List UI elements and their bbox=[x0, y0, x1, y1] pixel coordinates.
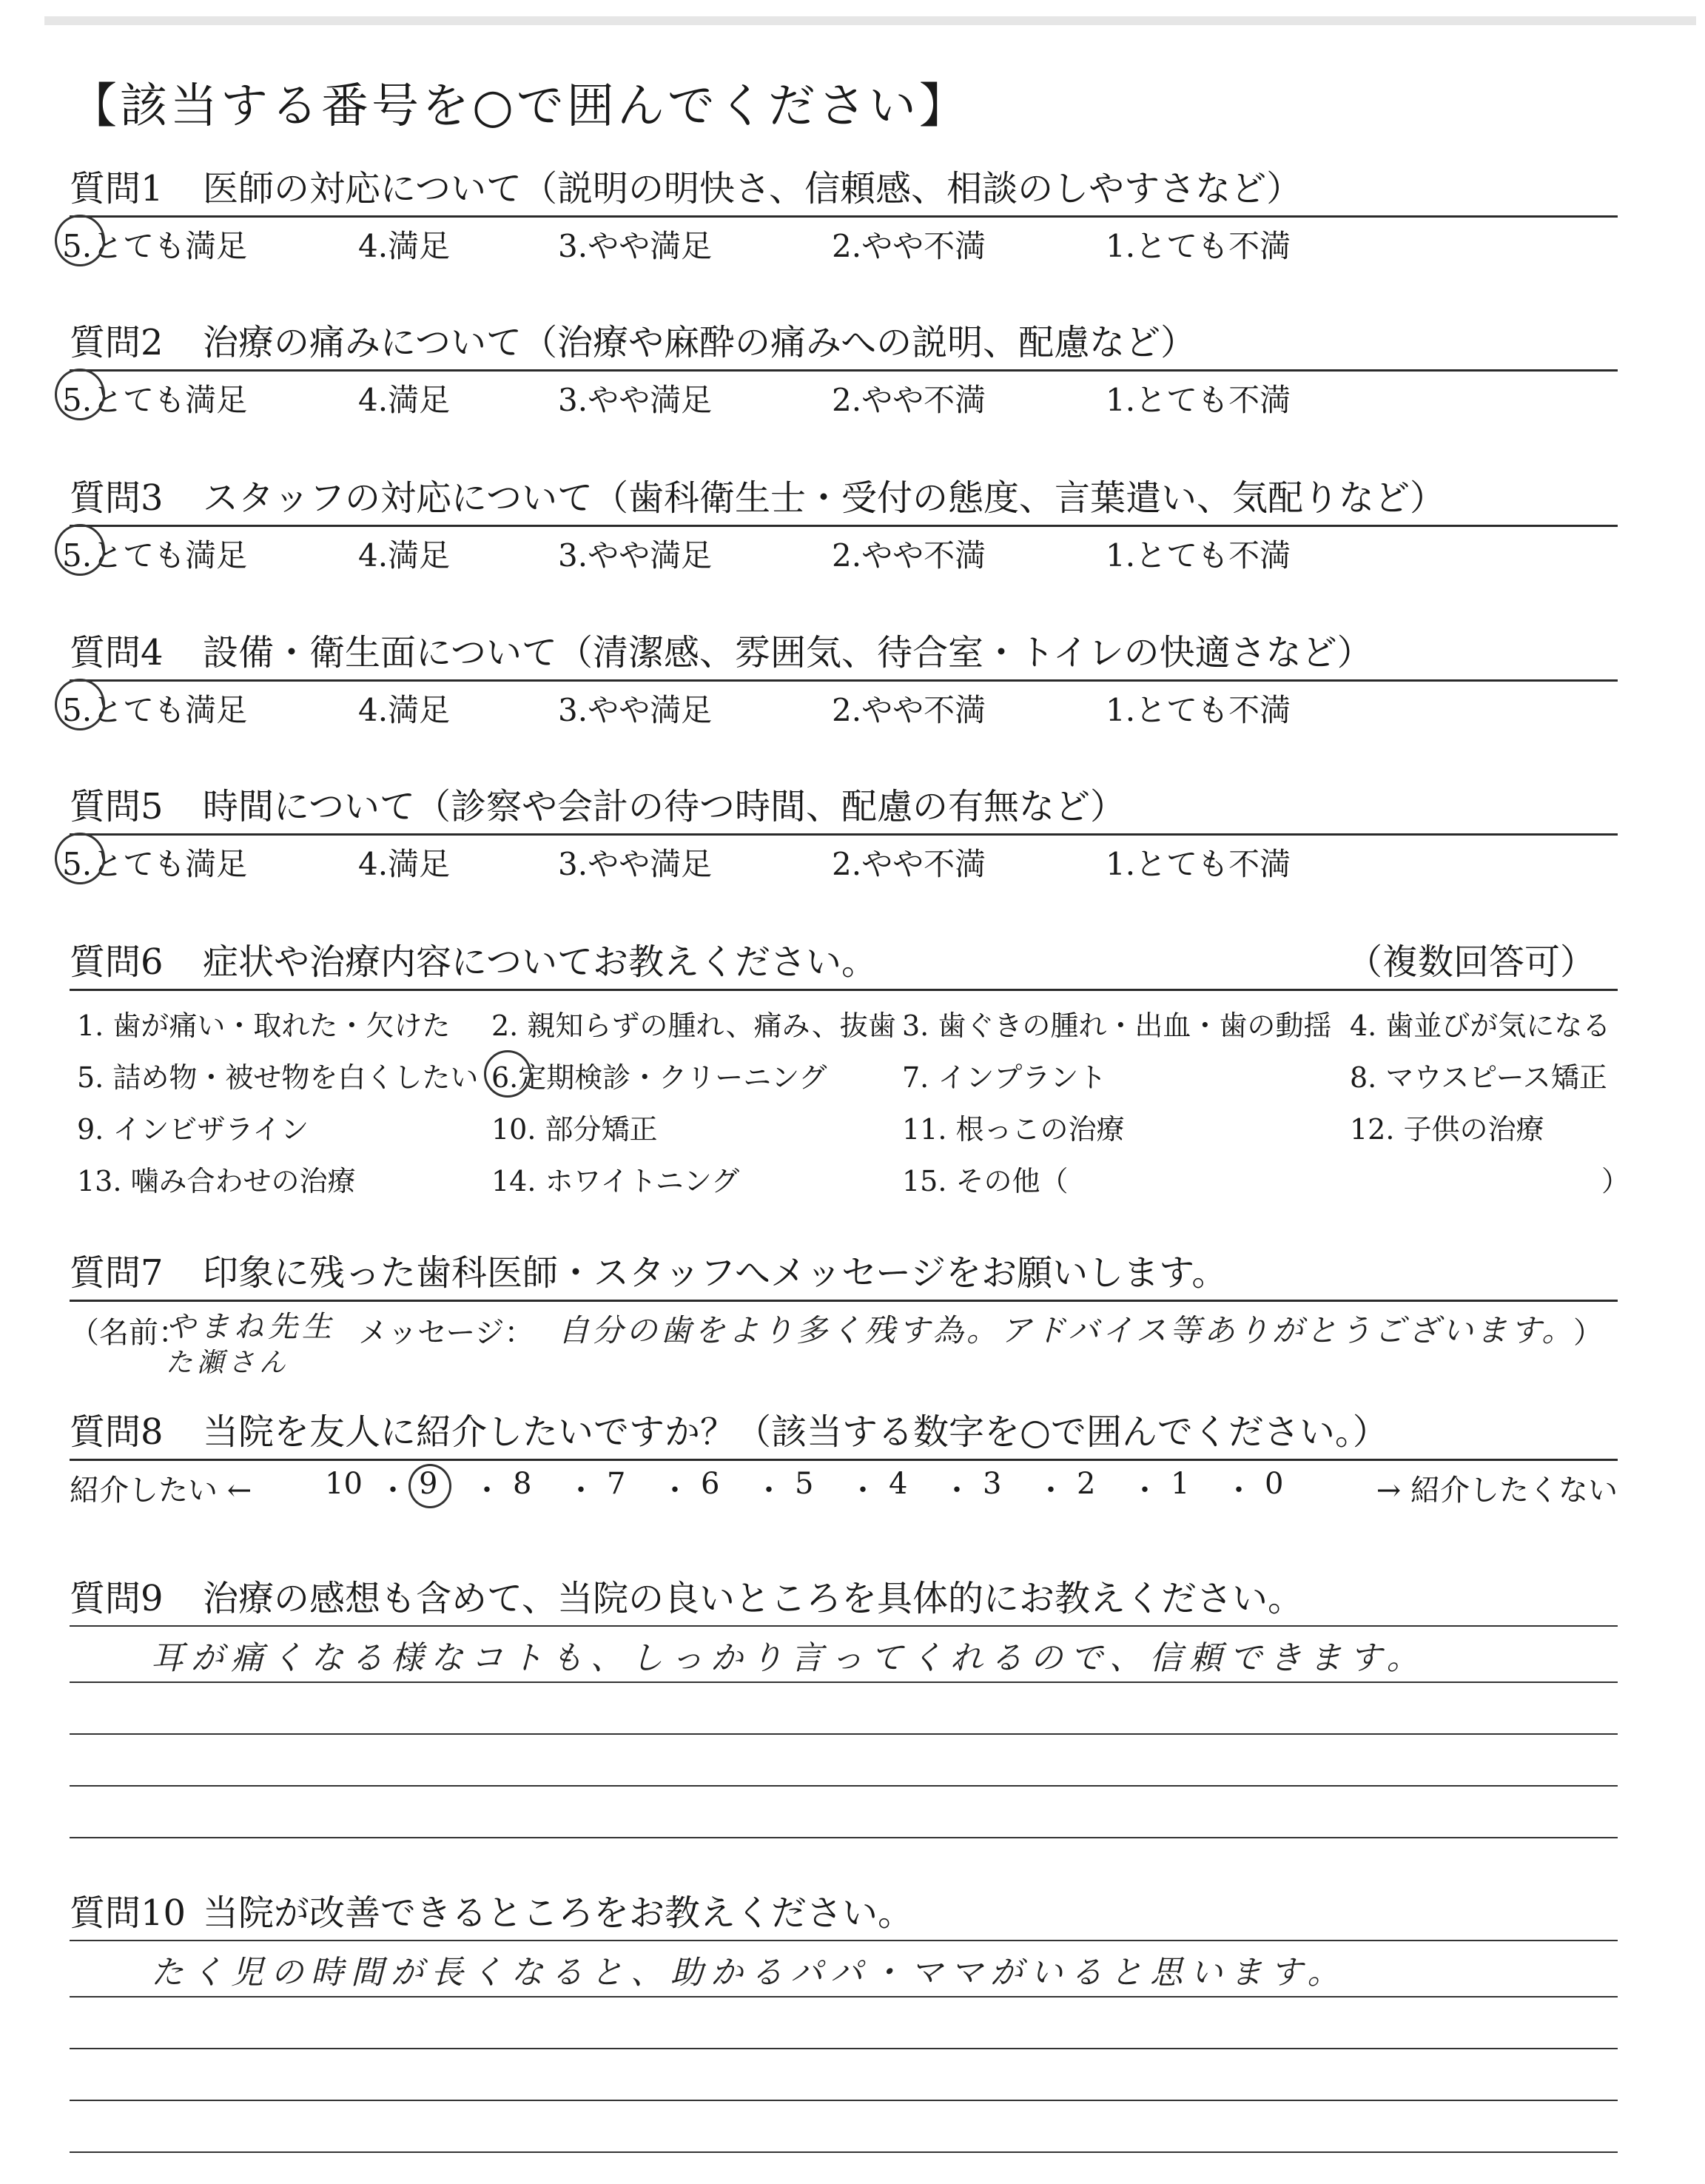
rating-options bbox=[62, 372, 1618, 418]
name-label: （名前： bbox=[70, 1316, 188, 1350]
treatment-options bbox=[70, 991, 1630, 1206]
question-7 bbox=[70, 1251, 1618, 1376]
close-paren: ） bbox=[1573, 1316, 1603, 1350]
question-1 bbox=[62, 167, 1618, 264]
question-5 bbox=[62, 784, 1618, 882]
rating-option-3[interactable]: 3.やや満足 bbox=[558, 692, 713, 728]
scale-separator: ・ bbox=[378, 1474, 408, 1508]
scale-right-label: → 紹介したくない bbox=[1376, 1474, 1618, 1508]
rating-option-3[interactable]: 3.やや満足 bbox=[558, 537, 713, 574]
treatment-option[interactable]: 15. その他（ bbox=[902, 1165, 1069, 1197]
question-number: 質問2 bbox=[70, 322, 164, 363]
scale-value[interactable]: 0 bbox=[1265, 1467, 1284, 1501]
scale-value[interactable]: 6 bbox=[701, 1467, 720, 1501]
selection-circle bbox=[55, 833, 105, 884]
question-text: 医師の対応について（説明の明快さ、信頼感、相談のしやすさなど） bbox=[203, 168, 1302, 209]
question-6 bbox=[70, 940, 1630, 1206]
scale-separator: ・ bbox=[472, 1474, 502, 1508]
question-text: 印象に残った歯科医師・スタッフへメッセージをお願いします。 bbox=[203, 1252, 1228, 1294]
treatment-option[interactable]: 6.定期検診・クリーニング bbox=[491, 1061, 827, 1094]
rating-option-1[interactable]: 1.とても不満 bbox=[1106, 537, 1291, 574]
rating-options bbox=[62, 527, 1618, 574]
rating-option-4[interactable]: 4.満足 bbox=[358, 537, 451, 574]
question-number: 質問10 bbox=[70, 1892, 186, 1934]
rating-option-1[interactable]: 1.とても不満 bbox=[1106, 692, 1291, 728]
rating-option-1[interactable]: 1.とても不満 bbox=[1106, 846, 1291, 882]
rating-option-3[interactable]: 3.やや満足 bbox=[558, 846, 713, 882]
scale-separator: ・ bbox=[1224, 1474, 1254, 1508]
question-number: 質問1 bbox=[70, 168, 164, 209]
question-number: 質問5 bbox=[70, 786, 164, 827]
rating-option-3[interactable]: 3.やや満足 bbox=[558, 228, 713, 264]
rating-option-2[interactable]: 2.やや不満 bbox=[832, 382, 986, 418]
rating-option-5[interactable]: 5.とても満足 bbox=[62, 537, 248, 574]
rating-options bbox=[62, 218, 1618, 264]
message-label: メッセージ： bbox=[358, 1316, 534, 1350]
treatment-option[interactable]: 8. マウスピース矯正 bbox=[1350, 1061, 1607, 1094]
rating-option-1[interactable]: 1.とても不満 bbox=[1106, 228, 1291, 264]
question-text: 設備・衛生面について（清潔感、雰囲気、待合室・トイレの快適さなど） bbox=[203, 632, 1373, 673]
rating-option-4[interactable]: 4.満足 bbox=[358, 382, 451, 418]
scale-separator: ・ bbox=[942, 1474, 972, 1508]
question-text: 治療の痛みについて（治療や麻酔の痛みへの説明、配慮など） bbox=[203, 322, 1197, 363]
treatment-option[interactable]: 7. インプラント bbox=[902, 1061, 1107, 1094]
handwritten-name-1[interactable]: やまね先生 bbox=[166, 1310, 336, 1344]
answer-lines bbox=[70, 1625, 1618, 1892]
scan-edge bbox=[44, 16, 1696, 25]
question-9 bbox=[70, 1576, 1618, 1892]
treatment-option[interactable]: 12. 子供の治療 bbox=[1350, 1113, 1544, 1146]
rating-option-4[interactable]: 4.満足 bbox=[358, 846, 451, 882]
question-number: 質問7 bbox=[70, 1252, 164, 1294]
rating-option-1[interactable]: 1.とても不満 bbox=[1106, 382, 1291, 418]
scale-separator: ・ bbox=[848, 1474, 878, 1508]
rating-option-4[interactable]: 4.満足 bbox=[358, 228, 451, 264]
scale-separator: ・ bbox=[1036, 1474, 1066, 1508]
rating-option-2[interactable]: 2.やや不満 bbox=[832, 537, 986, 574]
scale-left-label: 紹介したい ← bbox=[70, 1474, 252, 1508]
selection-circle bbox=[55, 524, 105, 576]
scale-separator: ・ bbox=[1130, 1474, 1160, 1508]
referral-scale bbox=[70, 1461, 1618, 1513]
treatment-option[interactable]: 9. インビザライン bbox=[77, 1113, 309, 1146]
question-number: 質問9 bbox=[70, 1578, 164, 1619]
rating-option-5[interactable]: 5.とても満足 bbox=[62, 846, 248, 882]
question-4 bbox=[62, 631, 1618, 728]
scale-separator: ・ bbox=[660, 1474, 690, 1508]
rating-option-3[interactable]: 3.やや満足 bbox=[558, 382, 713, 418]
multiple-answers-note: （複数回答可） bbox=[1346, 941, 1595, 983]
scale-value[interactable]: 1 bbox=[1171, 1467, 1190, 1501]
rating-options bbox=[62, 836, 1618, 882]
treatment-option[interactable]: 11. 根っこの治療 bbox=[902, 1113, 1125, 1146]
question-text: 時間について（診察や会計の待つ時間、配慮の有無など） bbox=[203, 786, 1126, 827]
scale-value[interactable]: 9 bbox=[419, 1467, 438, 1501]
question-text: 当院を友人に紹介したいですか？（該当する数字を○で囲んでください。） bbox=[203, 1411, 1388, 1453]
scale-value[interactable]: 3 bbox=[983, 1467, 1002, 1501]
scale-value[interactable]: 10 bbox=[325, 1467, 363, 1501]
rating-option-4[interactable]: 4.満足 bbox=[358, 692, 451, 728]
question-8 bbox=[70, 1410, 1618, 1513]
question-text: 当院が改善できるところをお教えください。 bbox=[203, 1892, 914, 1934]
treatment-option[interactable]: 4. 歯並びが気になる bbox=[1350, 1009, 1611, 1042]
rating-option-2[interactable]: 2.やや不満 bbox=[832, 228, 986, 264]
question-3 bbox=[62, 476, 1618, 574]
rating-options bbox=[62, 682, 1618, 728]
selection-circle bbox=[55, 215, 105, 266]
handwritten-answer[interactable]: 耳が痛くなる様なコトも、しっかり言ってくれるので、信頼できます。 bbox=[151, 1639, 1427, 1677]
treatment-option[interactable]: ） bbox=[1601, 1165, 1630, 1197]
selection-circle bbox=[55, 679, 105, 730]
scale-value[interactable]: 5 bbox=[795, 1467, 814, 1501]
scale-value[interactable]: 2 bbox=[1077, 1467, 1096, 1501]
rating-option-2[interactable]: 2.やや不満 bbox=[832, 846, 986, 882]
treatment-option[interactable]: 10. 部分矯正 bbox=[491, 1113, 658, 1146]
treatment-option[interactable]: 5. 詰め物・被せ物を白くしたい bbox=[77, 1061, 479, 1094]
page-title: 【該当する番号を○で囲んでください】 bbox=[70, 79, 969, 134]
question-10 bbox=[70, 1891, 1618, 2184]
question-text: 治療の感想も含めて、当院の良いところを具体的にお教えください。 bbox=[203, 1578, 1304, 1619]
question-2 bbox=[62, 320, 1618, 418]
selection-circle bbox=[408, 1464, 451, 1508]
handwritten-answer[interactable]: たく児の時間が長くなると、助かるパパ・ママがいると思います。 bbox=[151, 1954, 1348, 1992]
scale-value[interactable]: 4 bbox=[889, 1467, 908, 1501]
treatment-option[interactable]: 2. 親知らずの腫れ、痛み、抜歯 bbox=[491, 1009, 896, 1042]
treatment-option[interactable]: 1. 歯が痛い・取れた・欠けた bbox=[77, 1009, 451, 1042]
scale-separator: ・ bbox=[754, 1474, 784, 1508]
question-number: 質問4 bbox=[70, 632, 164, 673]
handwritten-name-2[interactable]: た瀬さん bbox=[166, 1348, 291, 1378]
rating-option-5[interactable]: 5.とても満足 bbox=[62, 228, 248, 264]
question-text: スタッフの対応について（歯科衛生士・受付の態度、言葉遣い、気配りなど） bbox=[203, 477, 1446, 519]
treatment-option[interactable]: 14. ホワイトニング bbox=[491, 1165, 740, 1197]
rating-option-5[interactable]: 5.とても満足 bbox=[62, 692, 248, 728]
answer-lines bbox=[70, 1940, 1618, 2184]
question-number: 質問8 bbox=[70, 1411, 164, 1453]
scale-value[interactable]: 8 bbox=[513, 1467, 532, 1501]
scale-separator: ・ bbox=[566, 1474, 596, 1508]
rating-option-5[interactable]: 5.とても満足 bbox=[62, 382, 248, 418]
handwritten-message[interactable]: 自分の歯をより多く残す為。アドバイス等ありがとうございます。 bbox=[558, 1312, 1576, 1348]
scale-value[interactable]: 7 bbox=[607, 1467, 626, 1501]
question-text: 症状や治療内容についてお教えください。 bbox=[203, 941, 878, 983]
rating-option-2[interactable]: 2.やや不満 bbox=[832, 692, 986, 728]
selection-circle bbox=[55, 369, 105, 420]
treatment-option[interactable]: 13. 噛み合わせの治療 bbox=[77, 1165, 356, 1197]
question-number: 質問3 bbox=[70, 477, 164, 519]
treatment-option[interactable]: 3. 歯ぐきの腫れ・出血・歯の動揺 bbox=[902, 1009, 1332, 1042]
question-number: 質問6 bbox=[70, 941, 164, 983]
selection-circle bbox=[484, 1050, 531, 1098]
